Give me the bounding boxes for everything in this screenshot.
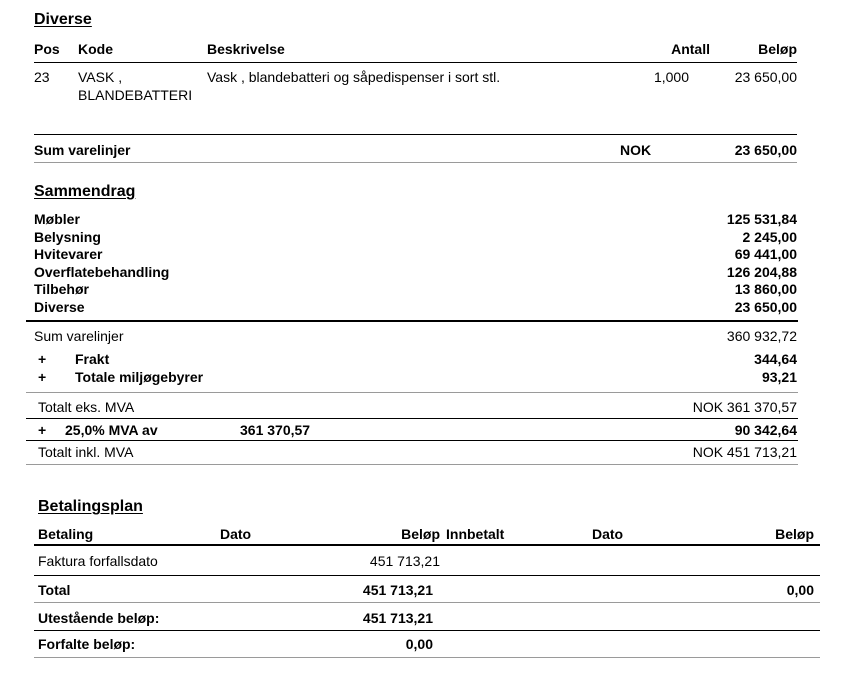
row-pos: 23: [34, 69, 50, 85]
summary-label-overflate: Overflatebehandling: [34, 264, 170, 280]
col-header-belop-innbetalt: Beløp: [775, 526, 814, 542]
miljogebyr-value: 93,21: [761, 369, 797, 385]
sum-top-divider: [34, 134, 797, 135]
utestaende-divider: [34, 630, 820, 631]
col-header-beskrivelse: Beskrivelse: [207, 41, 285, 57]
total-label: Total: [38, 582, 71, 598]
col-header-innbetalt: Innbetalt: [446, 526, 505, 542]
summary-label-tilbehor: Tilbehør: [34, 281, 89, 297]
plus-sign: +: [38, 369, 47, 385]
summary-label-mobler: Møbler: [34, 211, 80, 227]
header-divider: [34, 62, 797, 63]
row-antall: 1,000: [653, 69, 689, 85]
summary-value-overflate: 126 204,88: [726, 264, 797, 280]
utestaende-label: Utestående beløp:: [38, 610, 160, 626]
summary-value-mobler: 125 531,84: [726, 211, 797, 227]
inkl-bottom-divider: [26, 464, 798, 465]
sum-value: 23 650,00: [734, 142, 797, 158]
sum-currency: NOK: [620, 142, 652, 158]
frakt-label: Frakt: [75, 351, 110, 367]
sum-bottom-divider: [34, 162, 797, 163]
col-header-belop: Beløp: [401, 526, 440, 542]
summary-value-tilbehor: 13 860,00: [734, 281, 797, 297]
faktura-forfallsdato-label: Faktura forfallsdato: [38, 553, 158, 569]
mva-value: 90 342,64: [734, 422, 797, 438]
col-header-dato: Dato: [220, 526, 252, 542]
mva-bottom-divider: [26, 440, 798, 441]
col-header-antall: Antall: [671, 41, 710, 57]
row-beskrivelse: Vask , blandebatteri og såpedispenser i sort stl.: [207, 69, 501, 85]
sum-varelinjer-label: Sum varelinjer: [34, 142, 131, 158]
summary-value-belysning: 2 245,00: [742, 229, 797, 245]
plan-header-divider: [34, 544, 820, 546]
total-value: 451 713,21: [362, 582, 433, 598]
row-kode-line2: BLANDEBATTERI: [78, 87, 193, 103]
frakt-value: 344,64: [754, 351, 797, 367]
totalt-inkl-mva-label: Totalt inkl. MVA: [38, 444, 134, 460]
totalt-inkl-mva-value: NOK 451 713,21: [692, 444, 797, 460]
miljogebyr-label: Totale miljøgebyrer: [75, 369, 204, 385]
summary-label-belysning: Belysning: [34, 229, 101, 245]
utestaende-value: 451 713,21: [362, 610, 433, 626]
plus-sign: +: [38, 351, 47, 367]
summary-label-hvitevarer: Hvitevarer: [34, 246, 103, 262]
totalt-eks-mva-label: Totalt eks. MVA: [38, 399, 135, 415]
col-header-belop: Beløp: [758, 41, 797, 57]
total-top-divider: [34, 575, 820, 576]
eks-top-divider: [26, 392, 798, 393]
col-header-pos: Pos: [34, 41, 60, 57]
total-bottom-divider: [34, 602, 820, 603]
row-kode-line1: VASK ,: [78, 69, 123, 85]
forfalte-label: Forfalte beløp:: [38, 636, 136, 652]
section-title-betalingsplan: Betalingsplan: [38, 498, 143, 515]
col-header-betaling: Betaling: [38, 526, 94, 542]
summary-value-hvitevarer: 69 441,00: [734, 246, 797, 262]
forfalte-value: 0,00: [405, 636, 433, 652]
forfalte-divider: [34, 657, 820, 658]
mva-label: 25,0% MVA av: [65, 422, 158, 438]
summary-value-diverse: 23 650,00: [734, 299, 797, 315]
section-title-sammendrag: Sammendrag: [34, 183, 136, 200]
mva-base: 361 370,57: [240, 422, 311, 438]
col-header-kode: Kode: [78, 41, 113, 57]
mva-top-divider: [26, 418, 798, 419]
totalt-eks-mva-value: NOK 361 370,57: [692, 399, 797, 415]
plus-sign: +: [38, 422, 47, 438]
total-paid-value: 0,00: [786, 582, 814, 598]
sum-varelinjer-total-value: 360 932,72: [726, 328, 797, 344]
faktura-forfallsdato-value: 451 713,21: [369, 553, 440, 569]
summary-divider: [26, 320, 798, 322]
section-title-diverse: Diverse: [34, 11, 92, 28]
col-header-dato-innbetalt: Dato: [592, 526, 624, 542]
summary-label-diverse: Diverse: [34, 299, 85, 315]
sum-varelinjer-total-label: Sum varelinjer: [34, 328, 124, 344]
row-belop: 23 650,00: [734, 69, 797, 85]
